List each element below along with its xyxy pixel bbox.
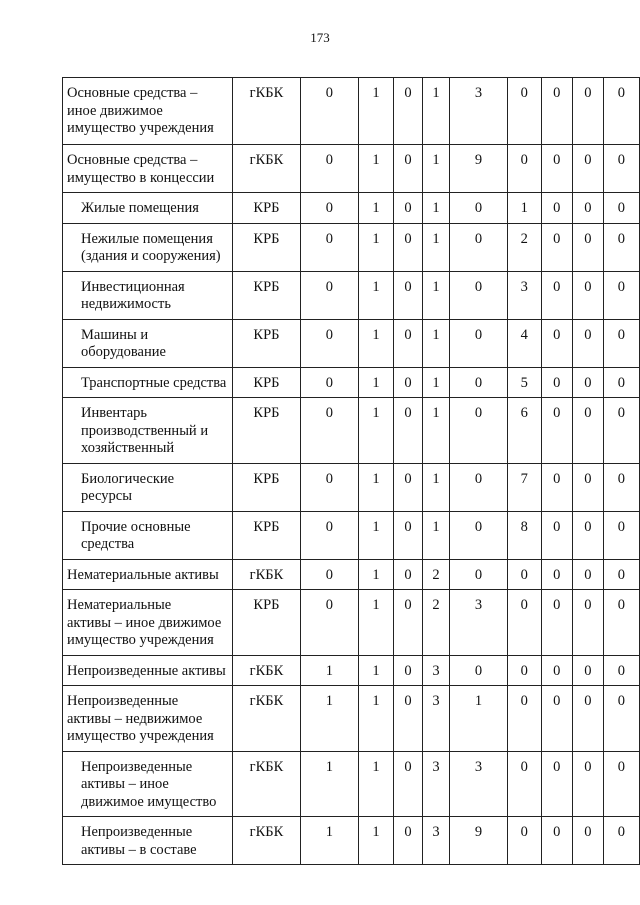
code-digit-cell: 1 xyxy=(300,817,358,865)
account-name: Биологические ресурсы xyxy=(81,470,175,504)
code-digit-cell: 1 xyxy=(422,145,449,193)
code-digit-cell: 5 xyxy=(508,367,541,398)
code-digit-cell: 1 xyxy=(300,751,358,817)
code-digit-cell: 0 xyxy=(300,78,358,145)
code-digit-cell: 0 xyxy=(394,271,423,319)
code-digit-cell: 3 xyxy=(422,817,449,865)
code-digit-cell: 0 xyxy=(603,751,639,817)
code-digit-cell: 0 xyxy=(449,655,507,686)
code-type-cell: КРБ xyxy=(233,271,301,319)
page-number: 173 xyxy=(310,30,330,45)
code-digit-cell: 0 xyxy=(300,193,358,224)
code-type-cell: гКБК xyxy=(233,655,301,686)
account-name: Транспортные средства xyxy=(81,374,227,391)
code-digit-cell: 0 xyxy=(541,398,573,464)
code-digit-cell: 0 xyxy=(394,145,423,193)
table-row xyxy=(63,511,640,559)
account-name-cell xyxy=(63,817,233,865)
code-digit-cell: 0 xyxy=(603,193,639,224)
code-digit-cell: 2 xyxy=(422,590,449,656)
code-digit-cell: 0 xyxy=(300,559,358,590)
code-digit-cell: 1 xyxy=(422,398,449,464)
table-row xyxy=(63,559,640,590)
code-digit-cell: 0 xyxy=(573,511,604,559)
code-digit-cell: 0 xyxy=(603,398,639,464)
code-digit-cell: 0 xyxy=(394,398,423,464)
account-name-cell xyxy=(63,145,233,193)
code-digit-cell: 0 xyxy=(394,817,423,865)
code-digit-cell: 8 xyxy=(508,511,541,559)
account-name-cell xyxy=(63,367,233,398)
code-digit-cell: 0 xyxy=(541,367,573,398)
code-type-cell: КРБ xyxy=(233,319,301,367)
code-digit-cell: 0 xyxy=(541,271,573,319)
code-digit-cell: 0 xyxy=(603,145,639,193)
code-digit-cell: 0 xyxy=(541,319,573,367)
code-digit-cell: 1 xyxy=(358,559,393,590)
code-digit-cell: 0 xyxy=(394,751,423,817)
account-name-cell xyxy=(63,686,233,752)
code-type-cell: КРБ xyxy=(233,463,301,511)
code-digit-cell: 0 xyxy=(508,751,541,817)
table-row xyxy=(63,655,640,686)
code-digit-cell: 3 xyxy=(449,590,507,656)
code-digit-cell: 0 xyxy=(573,78,604,145)
code-digit-cell: 0 xyxy=(300,145,358,193)
code-digit-cell: 0 xyxy=(394,655,423,686)
code-digit-cell: 0 xyxy=(541,559,573,590)
code-digit-cell: 0 xyxy=(541,145,573,193)
code-digit-cell: 0 xyxy=(603,367,639,398)
code-digit-cell: 3 xyxy=(449,751,507,817)
table-body xyxy=(63,78,640,865)
code-digit-cell: 2 xyxy=(508,223,541,271)
account-name: Непроизведенные активы – иное движимое имущество xyxy=(81,758,217,810)
code-type-cell: гКБК xyxy=(233,751,301,817)
account-name-cell xyxy=(63,319,233,367)
code-digit-cell: 0 xyxy=(300,367,358,398)
code-digit-cell: 3 xyxy=(449,78,507,145)
code-digit-cell: 0 xyxy=(573,463,604,511)
code-digit-cell: 1 xyxy=(422,78,449,145)
code-digit-cell: 0 xyxy=(573,271,604,319)
code-digit-cell: 0 xyxy=(541,193,573,224)
code-digit-cell: 0 xyxy=(508,686,541,752)
code-digit-cell: 0 xyxy=(541,463,573,511)
code-digit-cell: 0 xyxy=(449,367,507,398)
account-name-cell xyxy=(63,193,233,224)
code-digit-cell: 0 xyxy=(603,319,639,367)
code-digit-cell: 1 xyxy=(508,193,541,224)
account-name: Прочие основные средства xyxy=(81,518,191,552)
account-name: Основные средства – имущество в концессии xyxy=(67,152,215,186)
account-name-cell xyxy=(63,398,233,464)
code-type-cell: гКБК xyxy=(233,145,301,193)
code-digit-cell: 1 xyxy=(300,686,358,752)
code-digit-cell: 0 xyxy=(394,319,423,367)
code-digit-cell: 0 xyxy=(573,193,604,224)
account-name: Жилые помещения xyxy=(81,200,199,216)
table-row xyxy=(63,271,640,319)
code-digit-cell: 0 xyxy=(300,511,358,559)
code-digit-cell: 3 xyxy=(422,751,449,817)
account-name-cell xyxy=(63,78,233,145)
code-digit-cell: 0 xyxy=(603,817,639,865)
code-digit-cell: 1 xyxy=(358,271,393,319)
code-digit-cell: 0 xyxy=(573,398,604,464)
code-digit-cell: 0 xyxy=(573,590,604,656)
code-digit-cell: 0 xyxy=(573,367,604,398)
code-digit-cell: 0 xyxy=(573,751,604,817)
code-digit-cell: 1 xyxy=(422,193,449,224)
account-name: Непроизведенные активы – недвижимое имущество учреждения xyxy=(67,693,214,744)
code-digit-cell: 1 xyxy=(358,193,393,224)
code-digit-cell: 0 xyxy=(573,655,604,686)
code-type-cell: КРБ xyxy=(233,193,301,224)
code-digit-cell: 0 xyxy=(300,319,358,367)
code-digit-cell: 1 xyxy=(358,817,393,865)
code-digit-cell: 0 xyxy=(394,559,423,590)
code-digit-cell: 1 xyxy=(422,463,449,511)
code-digit-cell: 1 xyxy=(358,655,393,686)
code-digit-cell: 9 xyxy=(449,145,507,193)
code-digit-cell: 0 xyxy=(508,590,541,656)
account-name-cell xyxy=(63,751,233,817)
table-row xyxy=(63,145,640,193)
code-digit-cell: 0 xyxy=(449,319,507,367)
code-digit-cell: 0 xyxy=(573,223,604,271)
code-digit-cell: 0 xyxy=(508,145,541,193)
table-row xyxy=(63,463,640,511)
code-digit-cell: 0 xyxy=(394,463,423,511)
account-name-cell xyxy=(63,463,233,511)
code-digit-cell: 0 xyxy=(394,686,423,752)
code-digit-cell: 0 xyxy=(603,511,639,559)
table-row xyxy=(63,78,640,145)
code-digit-cell: 0 xyxy=(449,511,507,559)
code-digit-cell: 1 xyxy=(358,511,393,559)
code-digit-cell: 0 xyxy=(449,463,507,511)
code-digit-cell: 0 xyxy=(300,590,358,656)
code-digit-cell: 3 xyxy=(508,271,541,319)
code-digit-cell: 0 xyxy=(603,686,639,752)
code-digit-cell: 1 xyxy=(422,367,449,398)
code-digit-cell: 7 xyxy=(508,463,541,511)
code-digit-cell: 0 xyxy=(300,463,358,511)
code-digit-cell: 1 xyxy=(358,145,393,193)
code-digit-cell: 0 xyxy=(449,398,507,464)
table-row xyxy=(63,193,640,224)
code-digit-cell: 0 xyxy=(541,511,573,559)
code-digit-cell: 0 xyxy=(449,193,507,224)
code-digit-cell: 1 xyxy=(358,686,393,752)
code-type-cell: КРБ xyxy=(233,367,301,398)
account-name: Непроизведенные активы xyxy=(67,662,226,679)
code-digit-cell: 1 xyxy=(300,655,358,686)
code-digit-cell: 0 xyxy=(394,367,423,398)
code-digit-cell: 4 xyxy=(508,319,541,367)
code-type-cell: КРБ xyxy=(233,223,301,271)
account-name-cell xyxy=(63,590,233,656)
account-name: Нематериальные активы – иное движимое имущество учреждения xyxy=(67,597,222,648)
code-type-cell: КРБ xyxy=(233,511,301,559)
code-digit-cell: 1 xyxy=(358,751,393,817)
table-row xyxy=(63,367,640,398)
code-digit-cell: 1 xyxy=(358,398,393,464)
table-row xyxy=(63,398,640,464)
code-digit-cell: 0 xyxy=(394,193,423,224)
account-name: Нежилые помещения (здания и сооружения) xyxy=(81,230,221,264)
code-digit-cell: 0 xyxy=(449,559,507,590)
code-digit-cell: 1 xyxy=(422,271,449,319)
code-digit-cell: 0 xyxy=(541,751,573,817)
code-digit-cell: 3 xyxy=(422,686,449,752)
code-digit-cell: 0 xyxy=(508,817,541,865)
code-digit-cell: 0 xyxy=(603,78,639,145)
code-digit-cell: 0 xyxy=(508,655,541,686)
code-digit-cell: 1 xyxy=(422,223,449,271)
code-digit-cell: 1 xyxy=(358,78,393,145)
table-row xyxy=(63,751,640,817)
code-digit-cell: 0 xyxy=(541,78,573,145)
code-digit-cell: 0 xyxy=(603,271,639,319)
code-digit-cell: 0 xyxy=(394,511,423,559)
table-row xyxy=(63,223,640,271)
code-digit-cell: 0 xyxy=(603,655,639,686)
code-digit-cell: 0 xyxy=(300,223,358,271)
code-digit-cell: 3 xyxy=(422,655,449,686)
code-digit-cell: 0 xyxy=(300,271,358,319)
code-digit-cell: 0 xyxy=(541,686,573,752)
code-type-cell: КРБ xyxy=(233,590,301,656)
code-type-cell: гКБК xyxy=(233,817,301,865)
code-digit-cell: 0 xyxy=(573,559,604,590)
code-digit-cell: 1 xyxy=(449,686,507,752)
code-digit-cell: 0 xyxy=(449,223,507,271)
code-digit-cell: 2 xyxy=(422,559,449,590)
code-type-cell: гКБК xyxy=(233,686,301,752)
account-name: Машины и оборудование xyxy=(81,326,166,360)
account-name-cell xyxy=(63,655,233,686)
account-name-cell xyxy=(63,559,233,590)
code-digit-cell: 1 xyxy=(358,463,393,511)
code-digit-cell: 0 xyxy=(603,590,639,656)
code-digit-cell: 0 xyxy=(394,78,423,145)
code-digit-cell: 1 xyxy=(358,319,393,367)
account-name: Непроизведенные активы – в составе xyxy=(81,824,197,858)
code-digit-cell: 0 xyxy=(508,559,541,590)
table-row xyxy=(63,817,640,865)
account-name-cell xyxy=(63,271,233,319)
code-type-cell: гКБК xyxy=(233,559,301,590)
code-type-cell: гКБК xyxy=(233,78,301,145)
code-digit-cell: 0 xyxy=(541,655,573,686)
table-row xyxy=(63,590,640,656)
code-digit-cell: 0 xyxy=(300,398,358,464)
code-digit-cell: 0 xyxy=(394,590,423,656)
account-name: Инвестиционная недвижимость xyxy=(81,278,185,312)
table-row xyxy=(63,319,640,367)
code-digit-cell: 0 xyxy=(573,145,604,193)
code-digit-cell: 0 xyxy=(603,223,639,271)
account-name-cell xyxy=(63,511,233,559)
code-digit-cell: 0 xyxy=(541,223,573,271)
code-digit-cell: 9 xyxy=(449,817,507,865)
code-digit-cell: 0 xyxy=(573,686,604,752)
code-type-cell: КРБ xyxy=(233,398,301,464)
code-digit-cell: 0 xyxy=(394,223,423,271)
code-digit-cell: 0 xyxy=(541,590,573,656)
account-name: Инвентарь производственный и хозяйственный xyxy=(81,405,209,456)
code-digit-cell: 1 xyxy=(358,367,393,398)
code-digit-cell: 0 xyxy=(603,463,639,511)
accounts-table xyxy=(62,77,640,865)
code-digit-cell: 0 xyxy=(573,319,604,367)
code-digit-cell: 0 xyxy=(603,559,639,590)
code-digit-cell: 1 xyxy=(358,223,393,271)
account-name: Нематериальные активы xyxy=(67,566,219,583)
account-name-cell xyxy=(63,223,233,271)
table-row xyxy=(63,686,640,752)
code-digit-cell: 1 xyxy=(422,511,449,559)
code-digit-cell: 1 xyxy=(358,590,393,656)
code-digit-cell: 1 xyxy=(422,319,449,367)
account-name: Основные средства – иное движимое имущество учреждения xyxy=(67,85,214,136)
code-digit-cell: 0 xyxy=(573,817,604,865)
code-digit-cell: 0 xyxy=(449,271,507,319)
code-digit-cell: 6 xyxy=(508,398,541,464)
code-digit-cell: 0 xyxy=(508,78,541,145)
code-digit-cell: 0 xyxy=(541,817,573,865)
